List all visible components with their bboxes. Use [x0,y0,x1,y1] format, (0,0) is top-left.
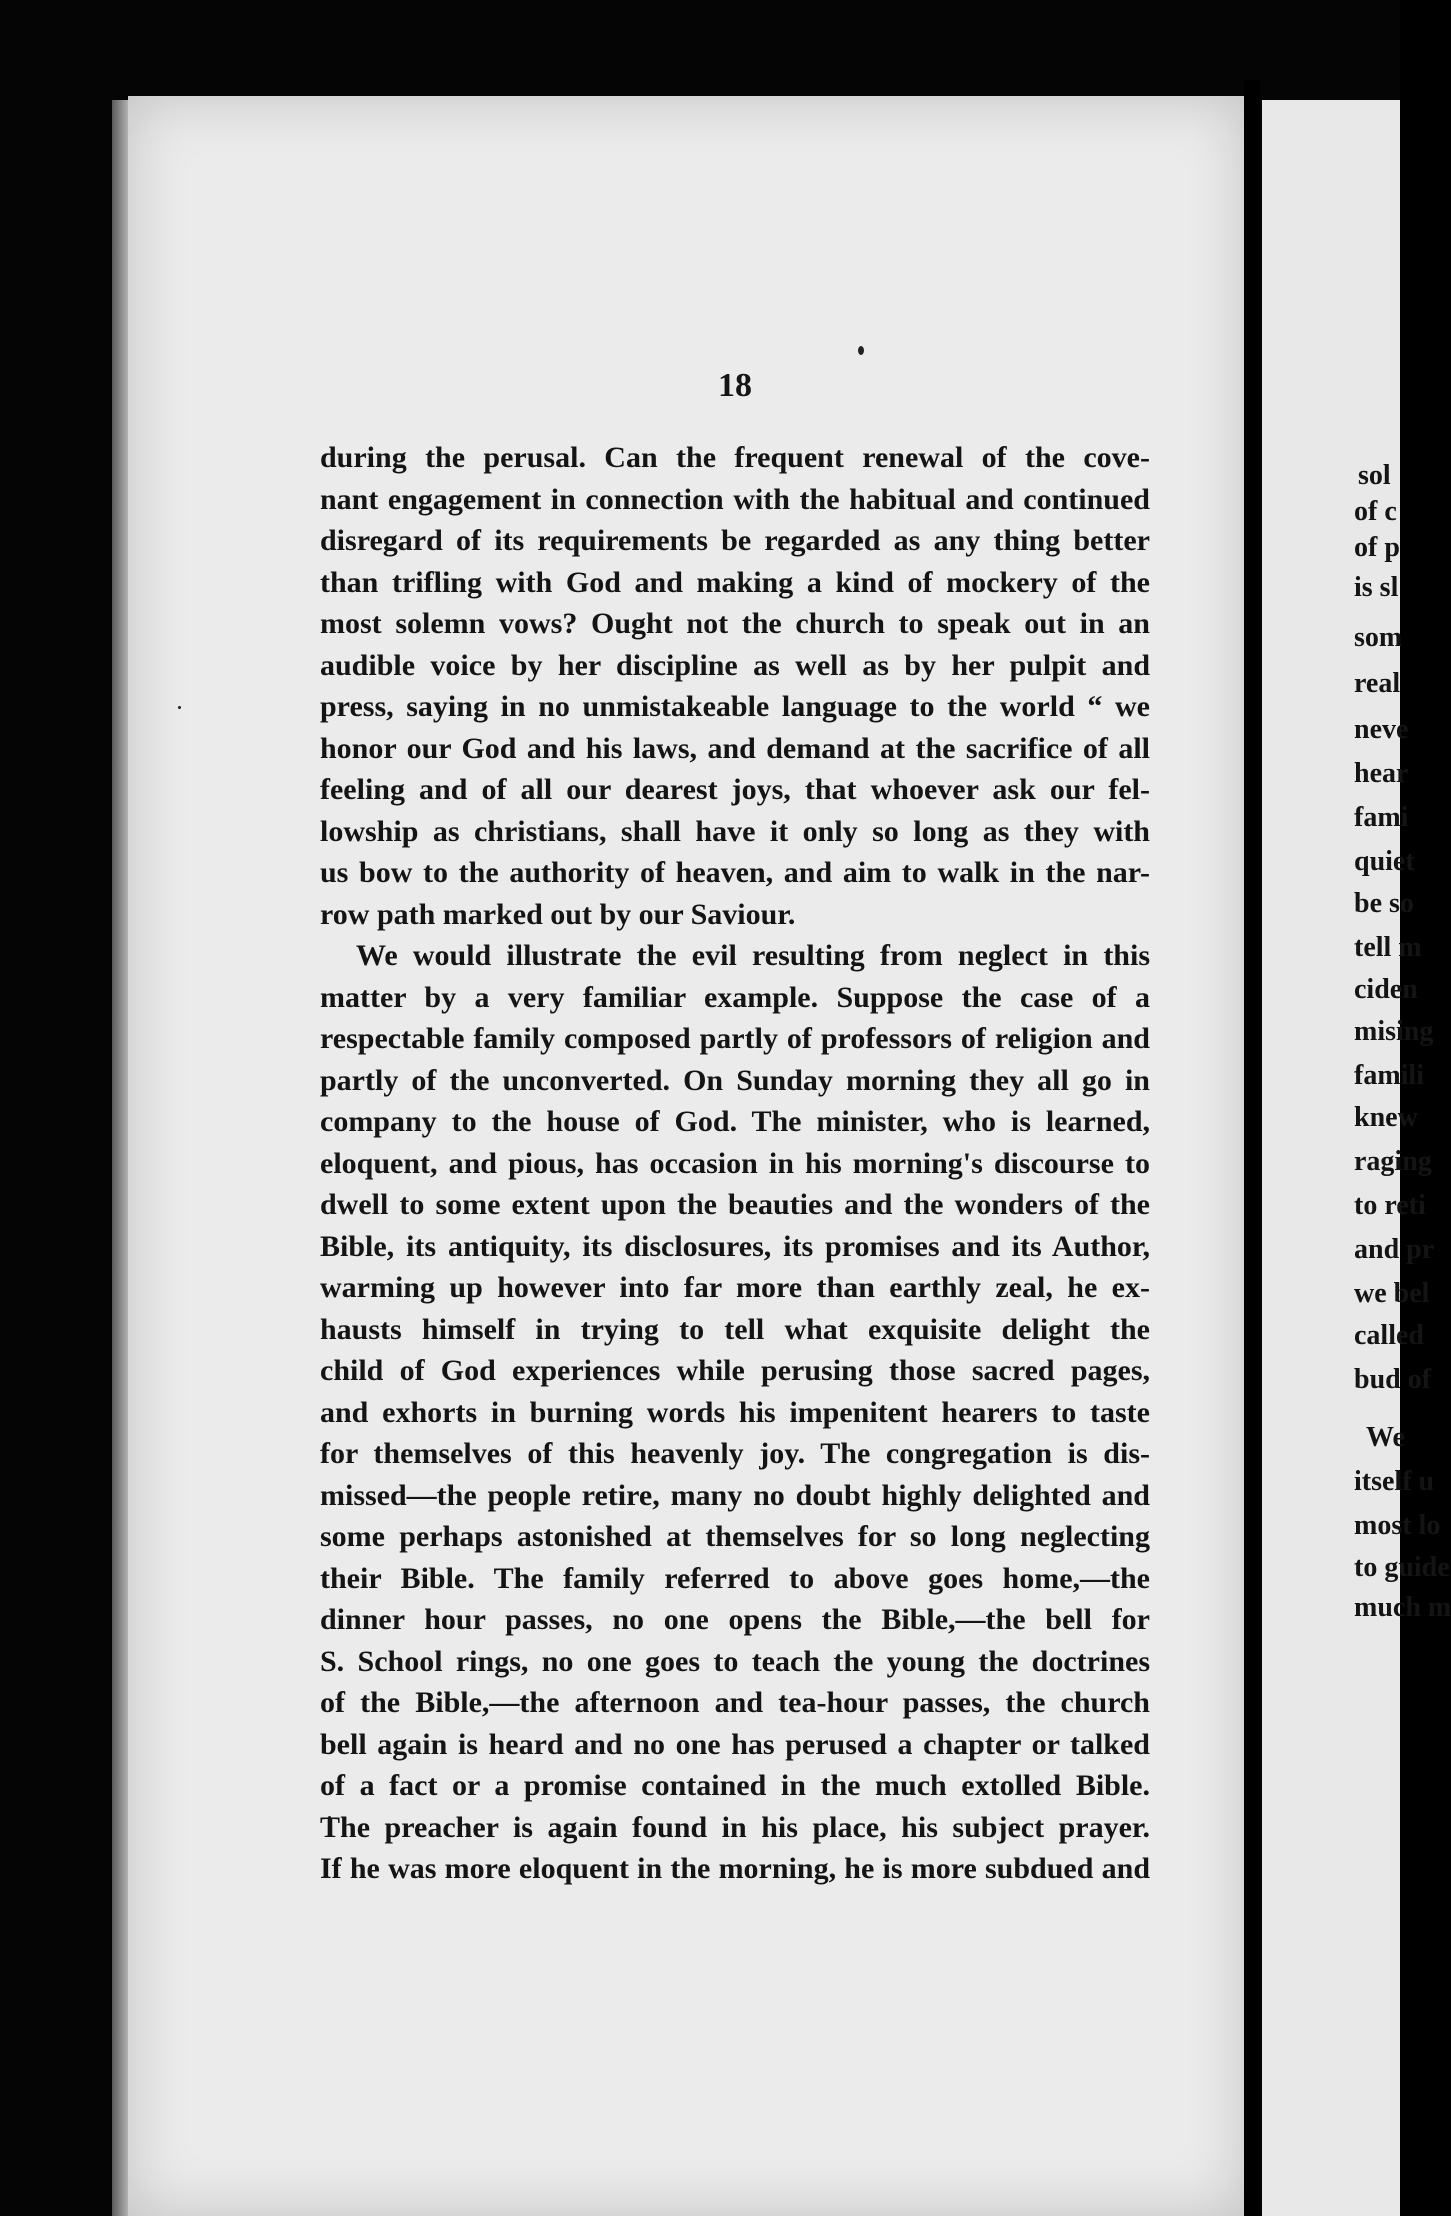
ink-speck [858,346,864,355]
next-page-line: bud of [1354,1364,1432,1395]
next-page-line: itself u [1354,1466,1435,1497]
text-line: than trifling with God and making a kind of mockery of the [320,565,1150,599]
ink-speck [178,706,181,709]
text-line: company to the house of God. The minister, who is learned, [320,1105,1150,1138]
next-page-line: mising [1354,1016,1434,1047]
next-page-line: of c [1354,496,1397,527]
text-line: disregard of its requirements be regarded as any thing better [320,524,1150,557]
next-page-line: tell m [1354,932,1422,963]
text-line: Bible, its antiquity, its disclosures, its promises and its Author, [320,1229,1150,1263]
text-line: bell again is heard and no one has perused a chapter or talked [320,1727,1150,1761]
text-line: some perhaps astonished at themselves for so long neglecting [320,1520,1150,1553]
next-page-line: fami [1354,802,1409,833]
text-line: lowship as christians, shall have it only so long as they with [320,814,1150,848]
text-line: The preacher is again found in his place, his subject prayer. [320,1810,1150,1844]
next-page-line: called [1354,1320,1424,1351]
next-page-line: much m [1354,1592,1451,1623]
paragraph-first-line: We would illustrate the evil resulting from neglect in this [356,939,1150,972]
next-page-line: quiet [1354,846,1415,877]
paragraph-last-line: row path marked out by our Saviour. [320,897,796,931]
next-page-line: raging [1354,1146,1432,1177]
text-line: eloquent, and pious, has occasion in his morning's discourse to [320,1146,1150,1180]
text-line: feeling and of all our dearest joys, that whoever ask our fel- [320,773,1150,806]
text-line: nant engagement in connection with the habitual and continued [320,482,1150,516]
next-page-line: of p [1354,532,1400,563]
text-line: us bow to the authority of heaven, and aim to walk in the nar- [320,856,1150,889]
text-line: warming up however into far more than earthly zeal, he ex- [320,1271,1150,1304]
next-page-line: hear [1354,758,1409,789]
text-line: dinner hour passes, no one opens the Bible,—the bell for [320,1603,1150,1636]
text-line: S. School rings, no one goes to teach the young the doctrines [320,1644,1150,1678]
next-page-line: famili [1354,1060,1424,1091]
body-text [320,437,1150,1890]
text-line: If he was more eloquent in the morning, he is more subdued and [320,1852,1150,1885]
text-line: their Bible. The family referred to above goes home,—the [320,1561,1150,1595]
text-line: of a fact or a promise contained in the much extolled Bible. [320,1769,1150,1802]
text-line: for themselves of this heavenly joy. The congregation is dis- [320,1437,1150,1470]
next-page-line: som [1354,622,1403,653]
next-page-line: knew [1354,1102,1418,1133]
next-page-line: We [1366,1422,1405,1453]
text-line: audible voice by her discipline as well as by her pulpit and [320,648,1150,682]
text-line: most solemn vows? Ought not the church to speak out in an [320,607,1150,640]
next-page-line: we bel [1354,1278,1430,1309]
next-page-line: be so [1354,888,1414,919]
next-page-line: is sl [1354,572,1399,603]
text-line: of the Bible,—the afternoon and tea-hour passes, the church [320,1686,1150,1719]
text-line: partly of the unconverted. On Sunday morning they all go in [320,1063,1150,1097]
next-page-line: to guide [1354,1552,1450,1583]
text-line: hausts himself in trying to tell what exquisite delight the [320,1312,1150,1346]
next-page-line: sol [1358,460,1391,491]
text-line: missed—the people retire, many no doubt highly delighted and [320,1478,1150,1512]
text-line: press, saying in no unmistakeable language to the world “ we [320,690,1150,723]
text-line: matter by a very familiar example. Suppose the case of a [320,980,1150,1014]
next-page-fragment [1262,100,1451,2216]
next-page-line: ciden [1354,974,1418,1005]
next-page-line: most lo [1354,1510,1441,1541]
next-page-line: to reti [1354,1190,1426,1221]
next-page-line: real [1354,668,1401,699]
next-page-line: neve [1354,714,1409,745]
page-gutter [1244,80,1260,2216]
text-line: child of God experiences while perusing those sacred pages, [320,1354,1150,1387]
text-line: respectable family composed partly of professors of religion and [320,1022,1150,1055]
text-line: honor our God and his laws, and demand at the sacrifice of all [320,731,1150,765]
text-line: and exhorts in burning words his impenitent hearers to taste [320,1395,1150,1429]
text-line: during the perusal. Can the frequent renewal of the cove- [320,441,1150,474]
text-line: dwell to some extent upon the beauties and the wonders of the [320,1188,1150,1221]
page-number: 18 [718,367,752,404]
next-page-line: and pr [1354,1234,1435,1265]
